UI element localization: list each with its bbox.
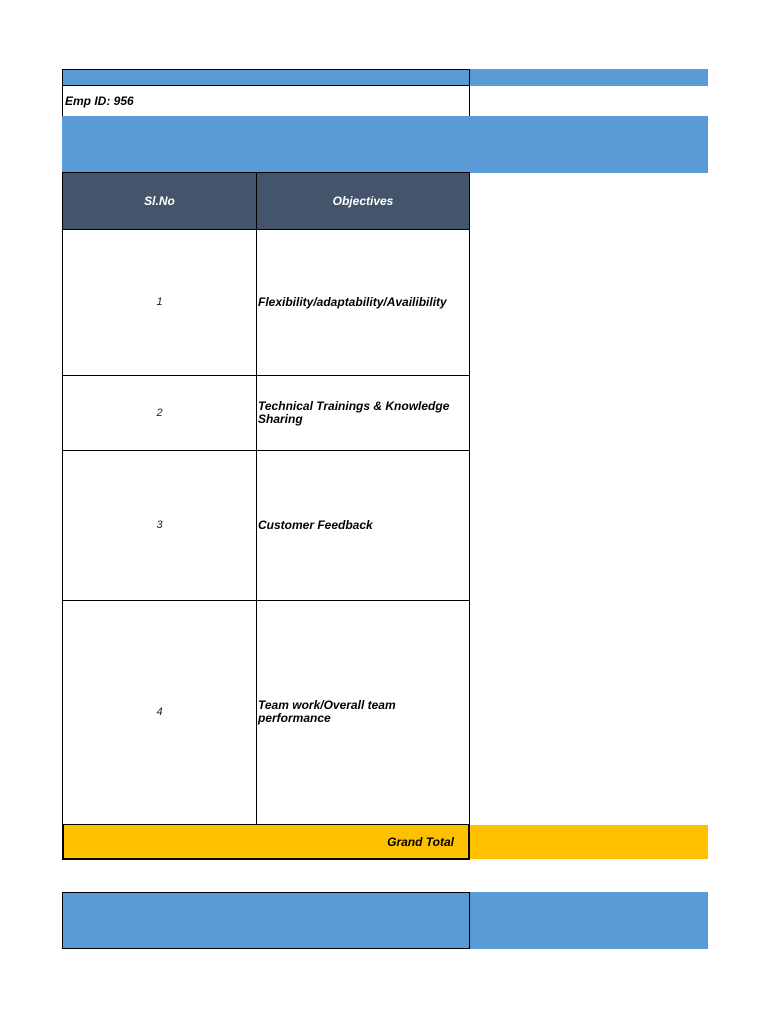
grand-total-extension [470, 825, 708, 859]
sl-no-cell[interactable] [63, 450, 257, 600]
objective-cell[interactable] [257, 375, 469, 450]
emp-id-label: Emp ID: 956 [65, 94, 134, 108]
title-band [62, 116, 708, 173]
sl-no-value: 2 [156, 406, 163, 419]
header-objectives[interactable] [257, 173, 469, 229]
sl-no-value: 1 [156, 296, 163, 308]
objective-cell[interactable] [257, 229, 469, 375]
grand-total-label: Grand Total [387, 834, 454, 849]
table-row [62, 375, 470, 451]
header-sl-no[interactable] [63, 173, 257, 229]
table-row [62, 450, 470, 601]
objective-value: Team work/Overall team performance [258, 698, 396, 725]
header-sl-no-label: Sl.No [144, 194, 175, 208]
table-row [62, 229, 470, 376]
sl-no-value: 3 [156, 519, 163, 531]
sl-no-cell[interactable] [63, 229, 257, 375]
sl-no-cell[interactable] [63, 600, 257, 824]
sl-no-value: 4 [156, 706, 163, 718]
table-row [62, 600, 470, 825]
objective-value: Customer Feedback [258, 517, 373, 532]
top-band-extension [470, 69, 708, 86]
objective-cell[interactable] [257, 450, 469, 600]
grand-total-cell[interactable] [62, 824, 470, 860]
objective-cell[interactable] [257, 600, 469, 824]
bottom-band [62, 892, 470, 949]
header-objectives-label: Objectives [332, 194, 394, 208]
objective-value: Technical Trainings & Knowledge Sharing [258, 398, 450, 426]
table-header-row [62, 172, 470, 230]
emp-id-cell[interactable] [62, 86, 470, 117]
sl-no-cell[interactable] [63, 375, 257, 450]
bottom-band-extension [470, 892, 708, 949]
top-band [62, 69, 470, 86]
objective-value: Flexibility/adaptability/Availibility [258, 294, 447, 309]
